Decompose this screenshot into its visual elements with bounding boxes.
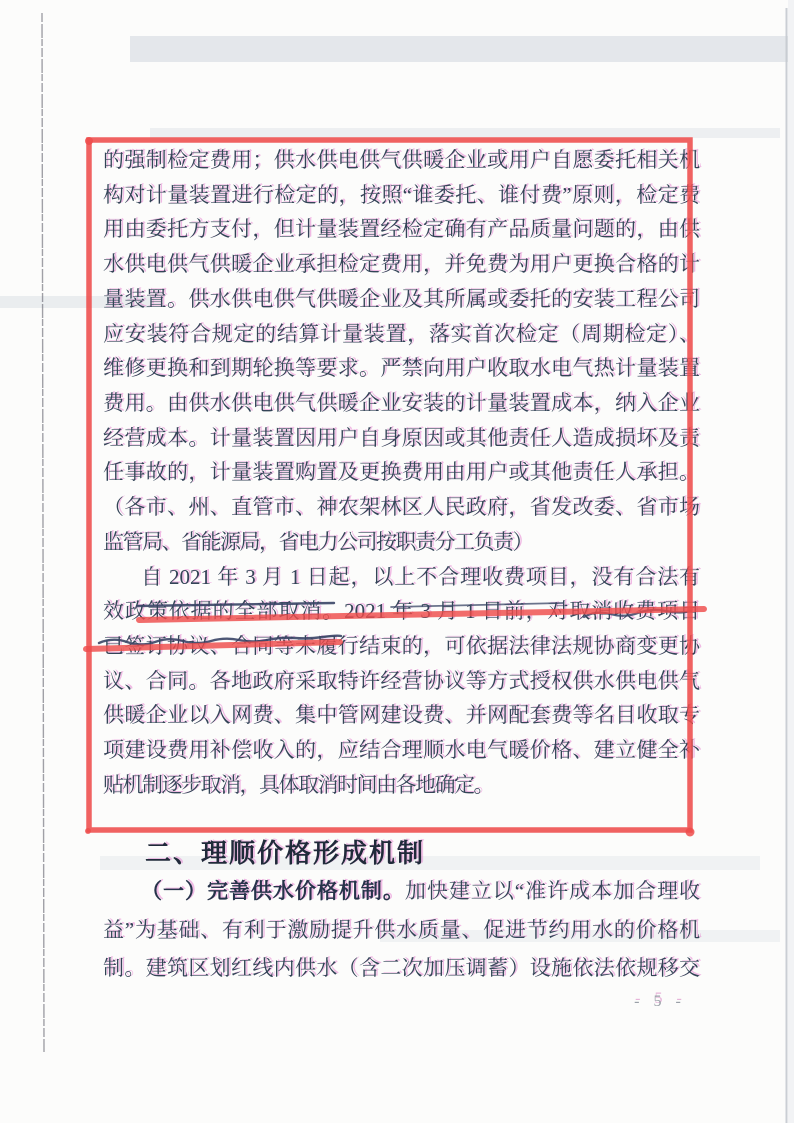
text-line: 水供电供气供暖企业承担检定费用，并免费为用户更换合格的计 [103,252,700,277]
page-number: - 5 - [634,993,686,1010]
text-line: 费用。由供水供电供气供暖企业安装的计量装置成本，纳入企业 [103,391,700,416]
text-line: 构对计量装置进行检定的，按照“谁委托、谁付费”原则，检定费 [103,182,700,207]
text-line: （各市、州、直管市、神农架林区人民政府，省发改委、省市场 [103,495,700,520]
text-line: 自 2021 年 3 月 1 日起，以上不合理收费项目，没有合法有 [141,564,700,589]
section-heading: 二、理顺价格形成机制 [145,838,426,868]
text-line: 任事故的，计量装置购置及更换费用由用户或其他责任人承担。 [103,460,700,485]
text-line: 量装置。供水供电供气供暖企业及其所属或委托的安装工程公司 [103,286,700,311]
paragraph-cancellation-deadline [103,560,700,803]
page-edge-shading [788,0,794,1123]
text-line: （一）完善供水价格机制。加快建立以“准许成本加合理收 [141,879,700,903]
bold-text-segment: （一）完善供水价格机制。 [141,879,405,903]
red-marker-box-corner-dot [85,828,91,834]
text-line: 供暖企业以入网费、集中管网建设费、并网配套费等名目收取专 [103,703,700,728]
scan-artifact-band [130,36,794,62]
text-line: 经营成本。计量装置因用户自身原因或其他责任人造成损坏及责 [103,425,700,450]
text-line: 已签订协议、合同等未履行结束的，可依据法律法规协商变更协 [103,634,700,659]
text-line: 的强制检定费用；供水供电供气供暖企业或用户自愿委托相关机 [103,148,700,172]
red-marker-box-corner-dot [85,137,93,145]
text-line: 应安装符合规定的结算计量装置，落实首次检定（周期检定）、 [103,321,700,346]
paragraph-metering-fees [103,143,700,560]
text-line: 议、合同。各地政府采取特许经营协议等方式授权供水供电供气 [103,668,700,693]
text-line: 监管局、省能源局，省电力公司按职责分工负责） [103,529,532,554]
text-line: 益”为基础、有利于激励提升供水质量、促进节约用水的价格机 [103,917,700,942]
page-fold-line [42,13,44,1052]
text-line: 维修更换和到期轮换等要求。严禁向用户收取水电气热计量装置 [103,356,700,381]
text-line: 效政策依据的全部取消。2021 年 3 月 1 日前，对取消收费项目 [103,599,700,624]
text-line: 用由委托方支付，但计量装置经检定确有产品质量问题的，由供 [103,217,700,242]
scan-artifact-band [150,128,780,138]
text-line: 制。建筑区划红线内供水（含二次加压调蓄）设施依法依规移交 [103,956,700,981]
paragraph-water-price-mechanism [103,872,700,988]
text-line: 贴机制逐步取消，具体取消时间由各地确定。 [103,772,493,797]
text-line: 项建设费用补偿收入的，应结合理顺水电气暖价格、建立健全补 [103,738,700,763]
